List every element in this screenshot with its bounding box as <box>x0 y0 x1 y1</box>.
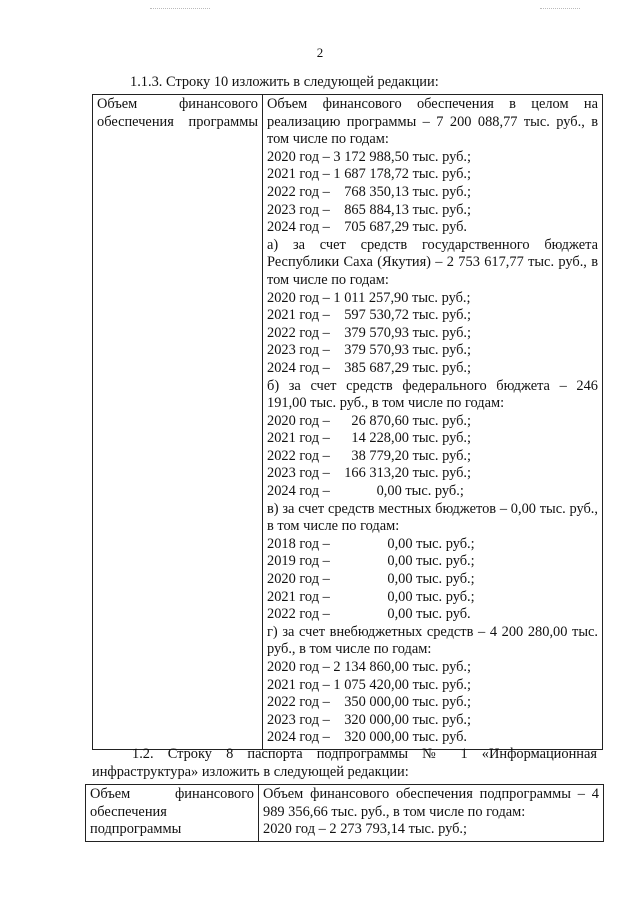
year-line: 2023 год – 865 884,13 тыс. руб.; <box>267 201 472 218</box>
year-line: 2018 год – 0,00 тыс. руб.; <box>267 535 475 552</box>
year-line: 2022 год – 0,00 тыс. руб. <box>267 606 471 623</box>
finance-details-cell <box>259 785 604 842</box>
item-1-1-3-heading: 1.1.3. Строку 10 изложить в следующей редакции: <box>130 74 439 90</box>
year-line: 2020 год – 3 172 988,50 тыс. руб.; <box>267 148 472 165</box>
item-1-2-paragraph: 1.2. Строку 8 паспорта подпрограммы № 1 «Информационная инфраструктура» изложить в следующей редакции: <box>92 746 597 780</box>
row-label: Объем финансового обеспечения программы <box>93 95 263 750</box>
year-line: 2021 год – 1 075 420,00 тыс. руб.; <box>267 676 472 693</box>
finance-details-cell <box>263 95 603 750</box>
year-line: 2021 год – 14 228,00 тыс. руб.; <box>267 430 472 447</box>
row-label: Объем финансового обеспечения подпрограммы <box>86 785 259 842</box>
year-line: 2023 год – 379 570,93 тыс. руб.; <box>267 342 472 359</box>
federal-budget-intro: б) за счет средств федерального бюджета – 246 191,00 тыс. руб., в том числе по годам: <box>267 377 598 412</box>
extrabudget-intro: г) за счет внебюджетных средств – 4 200 280,00 тыс. руб., в том числе по годам: <box>267 623 598 658</box>
year-line: 2021 год – 0,00 тыс. руб.; <box>267 588 475 605</box>
year-line: 2020 год – 2 273 793,14 тыс. руб.; <box>263 821 468 838</box>
year-line: 2022 год – 379 570,93 тыс. руб.; <box>267 324 472 341</box>
year-line: 2021 год – 597 530,72 тыс. руб.; <box>267 307 472 324</box>
year-line: 2024 год – 705 687,29 тыс. руб. <box>267 219 468 236</box>
total-intro: Объем финансового обеспечения в целом на реализацию программы – 7 200 088,77 тыс. руб., в том числе по годам: <box>267 96 598 148</box>
year-line: 2020 год – 26 870,60 тыс. руб.; <box>267 412 472 429</box>
year-line: 2019 год – 0,00 тыс. руб.; <box>267 553 475 570</box>
program-finance-table <box>92 94 603 750</box>
year-line: 2024 год – 320 000,00 тыс. руб. <box>267 729 468 746</box>
year-line: 2020 год – 2 134 860,00 тыс. руб.; <box>267 659 472 675</box>
year-line: 2024 год – 385 687,29 тыс. руб.; <box>267 359 472 376</box>
page-number: 2 <box>316 45 324 60</box>
subprogram-finance-table <box>85 784 604 842</box>
state-budget-intro: а) за счет средств государственного бюджета Республики Саха (Якутия) – 2 753 617,77 тыс. руб., в том числе по годам: <box>267 236 598 288</box>
year-line: 2022 год – 768 350,13 тыс. руб.; <box>267 183 472 200</box>
year-line: 2024 год – 0,00 тыс. руб.; <box>267 483 464 500</box>
scan-artifact <box>540 8 580 10</box>
local-budget-intro: в) за счет средств местных бюджетов – 0,00 тыс. руб., в том числе по годам: <box>267 500 598 535</box>
year-line: 2020 год – 0,00 тыс. руб.; <box>267 571 475 588</box>
subprogram-intro: Объем финансового обеспечения подпрограммы – 4 989 356,66 тыс. руб., в том числе по годам: <box>263 786 599 820</box>
year-line: 2022 год – 38 779,20 тыс. руб.; <box>267 447 472 464</box>
year-line: 2020 год – 1 011 257,90 тыс. руб.; <box>267 289 471 306</box>
scan-artifact <box>150 8 210 10</box>
year-line: 2022 год – 350 000,00 тыс. руб.; <box>267 694 472 711</box>
year-line: 2021 год – 1 687 178,72 тыс. руб.; <box>267 166 472 183</box>
year-line: 2023 год – 166 313,20 тыс. руб.; <box>267 465 472 482</box>
year-line: 2023 год – 320 000,00 тыс. руб.; <box>267 711 472 728</box>
